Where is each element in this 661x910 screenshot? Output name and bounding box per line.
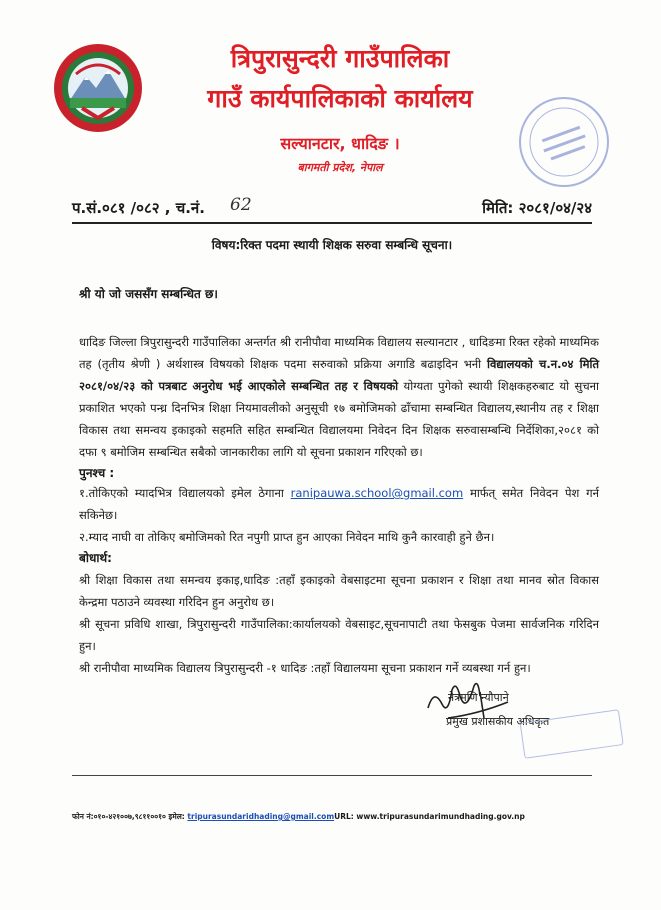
signatory-title: प्रमुख प्रशासकीय अधिकृत — [446, 715, 550, 728]
main-paragraph-text-1: धादिङ जिल्ला त्रिपुरासुन्दरी गाउँपालिका अन्तर्गत श्री रानीपौवा माध्यमिक विद्यालय सल्यानटार , धादिङमा रिक्त रहेको माध्यमिक तह (तृतीय श्रेणी ) अर्थशास्त्र विषयको शिक्षक पदमा सरुवाको प्रक्रिया अगाडि बढाइदिन भनी — [79, 335, 599, 371]
copy-to-item-3: श्री रानीपौवा माध्यमिक विद्यालय त्रिपुरासुन्दरी -१ धादिङ :तहाँ विद्यालयमा सूचना प्रकाशन गर्ने व्यबस्था गर्न हुन। — [79, 661, 531, 675]
nepal-emblem-logo — [52, 42, 144, 134]
footer-contact — [72, 812, 632, 822]
footer-divider — [72, 775, 592, 776]
main-paragraph-bold: विद्यालयको च.न.०४ मिति २०८१/०४/२३ को पत्रबाट अनुरोध भई आएकोले सम्बन्धित तह र विषयको — [79, 357, 599, 393]
copy-to-item-1: श्री शिक्षा विकास तथा समन्वय इकाइ,धादिङ :तहाँ इकाइको वेबसाइटमा सूचना प्रकाशन र शिक्षा तथा मानव स्रोत विकास केन्द्रमा पठाउने व्यवस्था गरिदिन हुन अनुरोध छ। — [79, 573, 599, 609]
postscript-item-1-text: १.तोकिएको म्यादभित्र विद्यालयको इमेल ठेगाना — [79, 486, 291, 500]
footer-phone: फोन नं:०१०-४२१००७,९८११००१० इमेल: — [72, 812, 188, 821]
school-email-link[interactable]: ranipauwa.school@gmail.com — [290, 486, 464, 500]
subject-line: विषय:रिक्त पदमा स्थायी शिक्षक सरुवा सम्बन्धि सूचना। — [211, 238, 453, 252]
office-address: सल्यानटार, धादिङ । — [280, 134, 400, 153]
municipality-name: त्रिपुरासुन्दरी गाउँपालिका — [230, 44, 450, 73]
header-divider — [72, 222, 592, 224]
postscript-item-2: २.म्याद नाघी वा तोकिए बमोजिमको रित नपुगी प्राप्त हुन आएका निवेदन माथि कुनै कारवाही हुने छैन। — [79, 530, 495, 544]
dispatch-number: 62 — [230, 195, 252, 215]
copy-to-heading: बोधार्थ: — [79, 551, 112, 565]
reference-number-label: प.सं.०८१ /०८२ , च.नं. — [72, 199, 205, 217]
signatory-name: नेत्रमणि न्यौपाने — [448, 691, 509, 704]
footer-email-link[interactable]: tripurasundaridhading@gmail.com — [187, 812, 335, 821]
postscript-item-1 — [79, 482, 599, 526]
office-stamp — [514, 92, 614, 192]
postscript-item-1-suffix: मार्फत् समेत निवेदन पेश गर्न सकिनेछ। — [79, 486, 599, 522]
copy-to-item-2: श्री सूचना प्रविधि शाखा, त्रिपुरासुन्दरी गाउँपालिका:कार्यालयको वेबसाइट,सूचनापाटी तथा फेसबुक पेजमा सार्वजनिक गरिदिन हुन। — [79, 617, 599, 653]
office-name: गाउँ कार्यपालिकाको कार्यालय — [207, 84, 473, 113]
province-country: बागमती प्रदेश, नेपाल — [297, 161, 383, 174]
footer-url-link[interactable]: www.tripurasundarimundhading.gov.np — [356, 812, 525, 821]
letter-date: मिति: २०८१/०४/२४ — [482, 199, 592, 217]
main-paragraph-text-2: योग्यता पुगेको स्थायी शिक्षकहरुबाट यो सुचना प्रकाशित भएको पन्ध्र दिनभित्र शिक्षा नियमावलीको अनुसूची १७ बमोजिमको ढाँचामा सम्बन्धित विद्यालय,स्थानीय तह र शिक्षा विकास तथा समन्वय इकाइको सहमति सहित सम्बन्धित विद्यालयमा निवेदन दिन शिक्षक सरुवासम्बन्धि निर्देशिका,२०८१ को दफा ९ बमोजिम सम्बन्धित सबैको जानकारीका लागि यो सूचना प्रकाशन गरिएको छ। — [79, 379, 599, 459]
footer-url-label: URL: — [334, 812, 357, 821]
postscript-heading: पुनश्च : — [79, 466, 115, 480]
addressee: श्री यो जो जससँग सम्बन्धित छ। — [79, 287, 218, 301]
main-paragraph — [79, 331, 599, 463]
